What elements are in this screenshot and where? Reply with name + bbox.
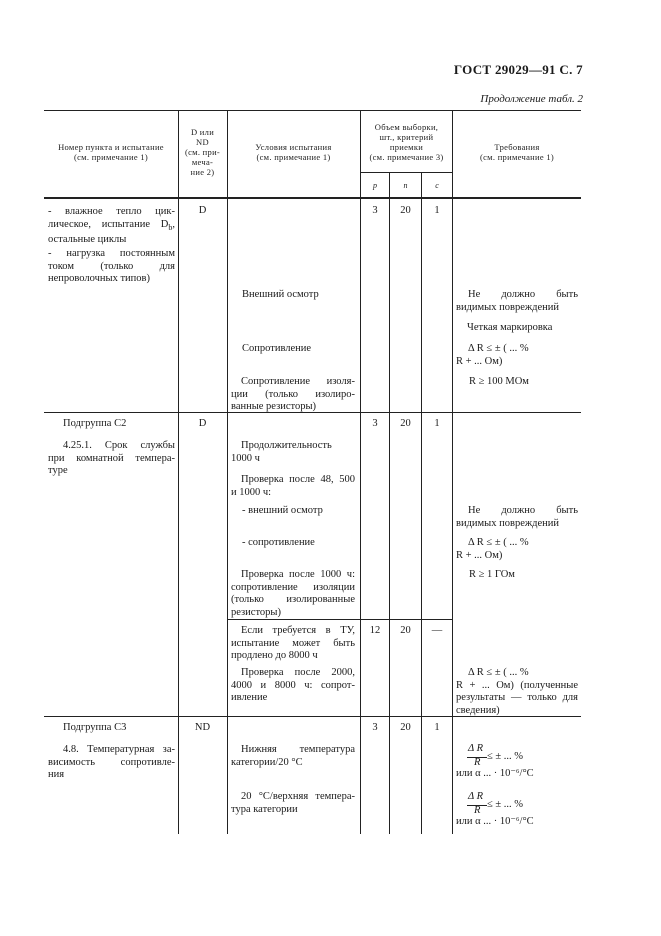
row2-req-insulation: R ≥ 1 ГОм [469,569,515,580]
row1-test-dc-load: - нагрузка постоянным током (только для непроволочных типов) [48,248,175,284]
row2b-req: Δ R ≤ ± ( ... % R + ... Ом) (полученные результаты — только для сведения) [456,667,578,716]
page-title: ГОСТ 29029—91 С. 7 [453,62,583,77]
row3-n: 20 [400,722,411,733]
row2-cond-insulation: Проверка после 1000 ч: сопротивление изоляции (только изолированные резисторы) [231,569,355,618]
row1-p: 3 [372,205,378,216]
row1-req-visual: Не должно быть видимых повреждений [456,289,578,313]
header-col-requirements: Требования (см. примечание 1) [479,142,555,162]
row2b-n: 20 [400,625,411,636]
header-col-test: Номер пункта и испытание (см. примечание 1) [58,142,164,162]
row1-cond-visual: Внешний осмотр [242,289,319,300]
row1-cond-resistance: Сопротивление [242,343,312,354]
row1-req-insulation: R ≥ 100 МОм [469,376,529,387]
row2b-cond-extension: Если требуется в ТУ, испытание может быть продлено до 8000 ч [231,625,355,661]
row1-c: 1 [434,205,440,216]
header-sub-n: n [403,181,408,190]
row2-group-label: Подгруппа С2 [63,418,127,429]
header-col-sample: Объем выборки, шт., критерий приемки (см. примечание 3) [369,122,444,162]
row1-n: 20 [400,205,411,216]
row2b-cond-check: Проверка после 2000, 4000 и 8000 ч: сопрот- ивление [231,667,355,703]
row1-req-resistance: Δ R ≤ ± ( ... % R + ... Ом) [456,343,529,367]
row2-cond-duration: Продолжительность 1000 ч [231,440,332,464]
row3-p: 3 [372,722,378,733]
row3-c: 1 [434,722,440,733]
row2-cond-visual: - внешний осмотр [242,505,323,516]
header-sub-c: c [435,181,439,190]
row1-req-marking: Четкая маркировка [467,322,553,333]
row1-dnd: D [198,205,207,216]
row2-test: 4.25.1. Срок службы при комнатной темпера- туре [48,440,175,476]
row2-req-visual: Не должно быть видимых повреждений [456,505,578,529]
row3-dnd: ND [194,722,211,733]
header-col-conditions: Условия испытания (см. примечание 1) [255,142,332,162]
row3-cond-low: Нижняя температура категории/20 °С [231,744,355,768]
row2-p: 3 [372,418,378,429]
row2-cond-resistance: - сопротивление [242,537,315,548]
row1-cond-insulation: Сопротивление изоля- ции (только изолиро- ванные резисторы) [231,376,355,412]
row3-test: 4.8. Температурная за- висимость сопротивле- ния [48,744,175,780]
row2-dnd: D [198,418,207,429]
row2-n: 20 [400,418,411,429]
table-continuation-label: Продолжение табл. 2 [480,93,583,105]
row3-cond-high: 20 °С/верхняя темпера- тура категории [231,791,355,815]
row2b-p: 12 [369,625,381,636]
row2-req-resistance: Δ R ≤ ± ( ... % R + ... Ом) [456,537,529,561]
row2-c: 1 [434,418,440,429]
row1-test-humidity: - влажное тепло цик- лическое, испытание $D_b$, остальные циклы [48,206,175,246]
header-col-dnd: D или ND (см. при- меча- ние 2) [184,127,221,177]
header-sub-p: p [373,181,377,190]
row2-cond-check: Проверка после 48, 500 и 1000 ч: [231,474,355,498]
row3-group-label: Подгруппа С3 [63,722,127,733]
row2b-c: — [431,625,443,636]
